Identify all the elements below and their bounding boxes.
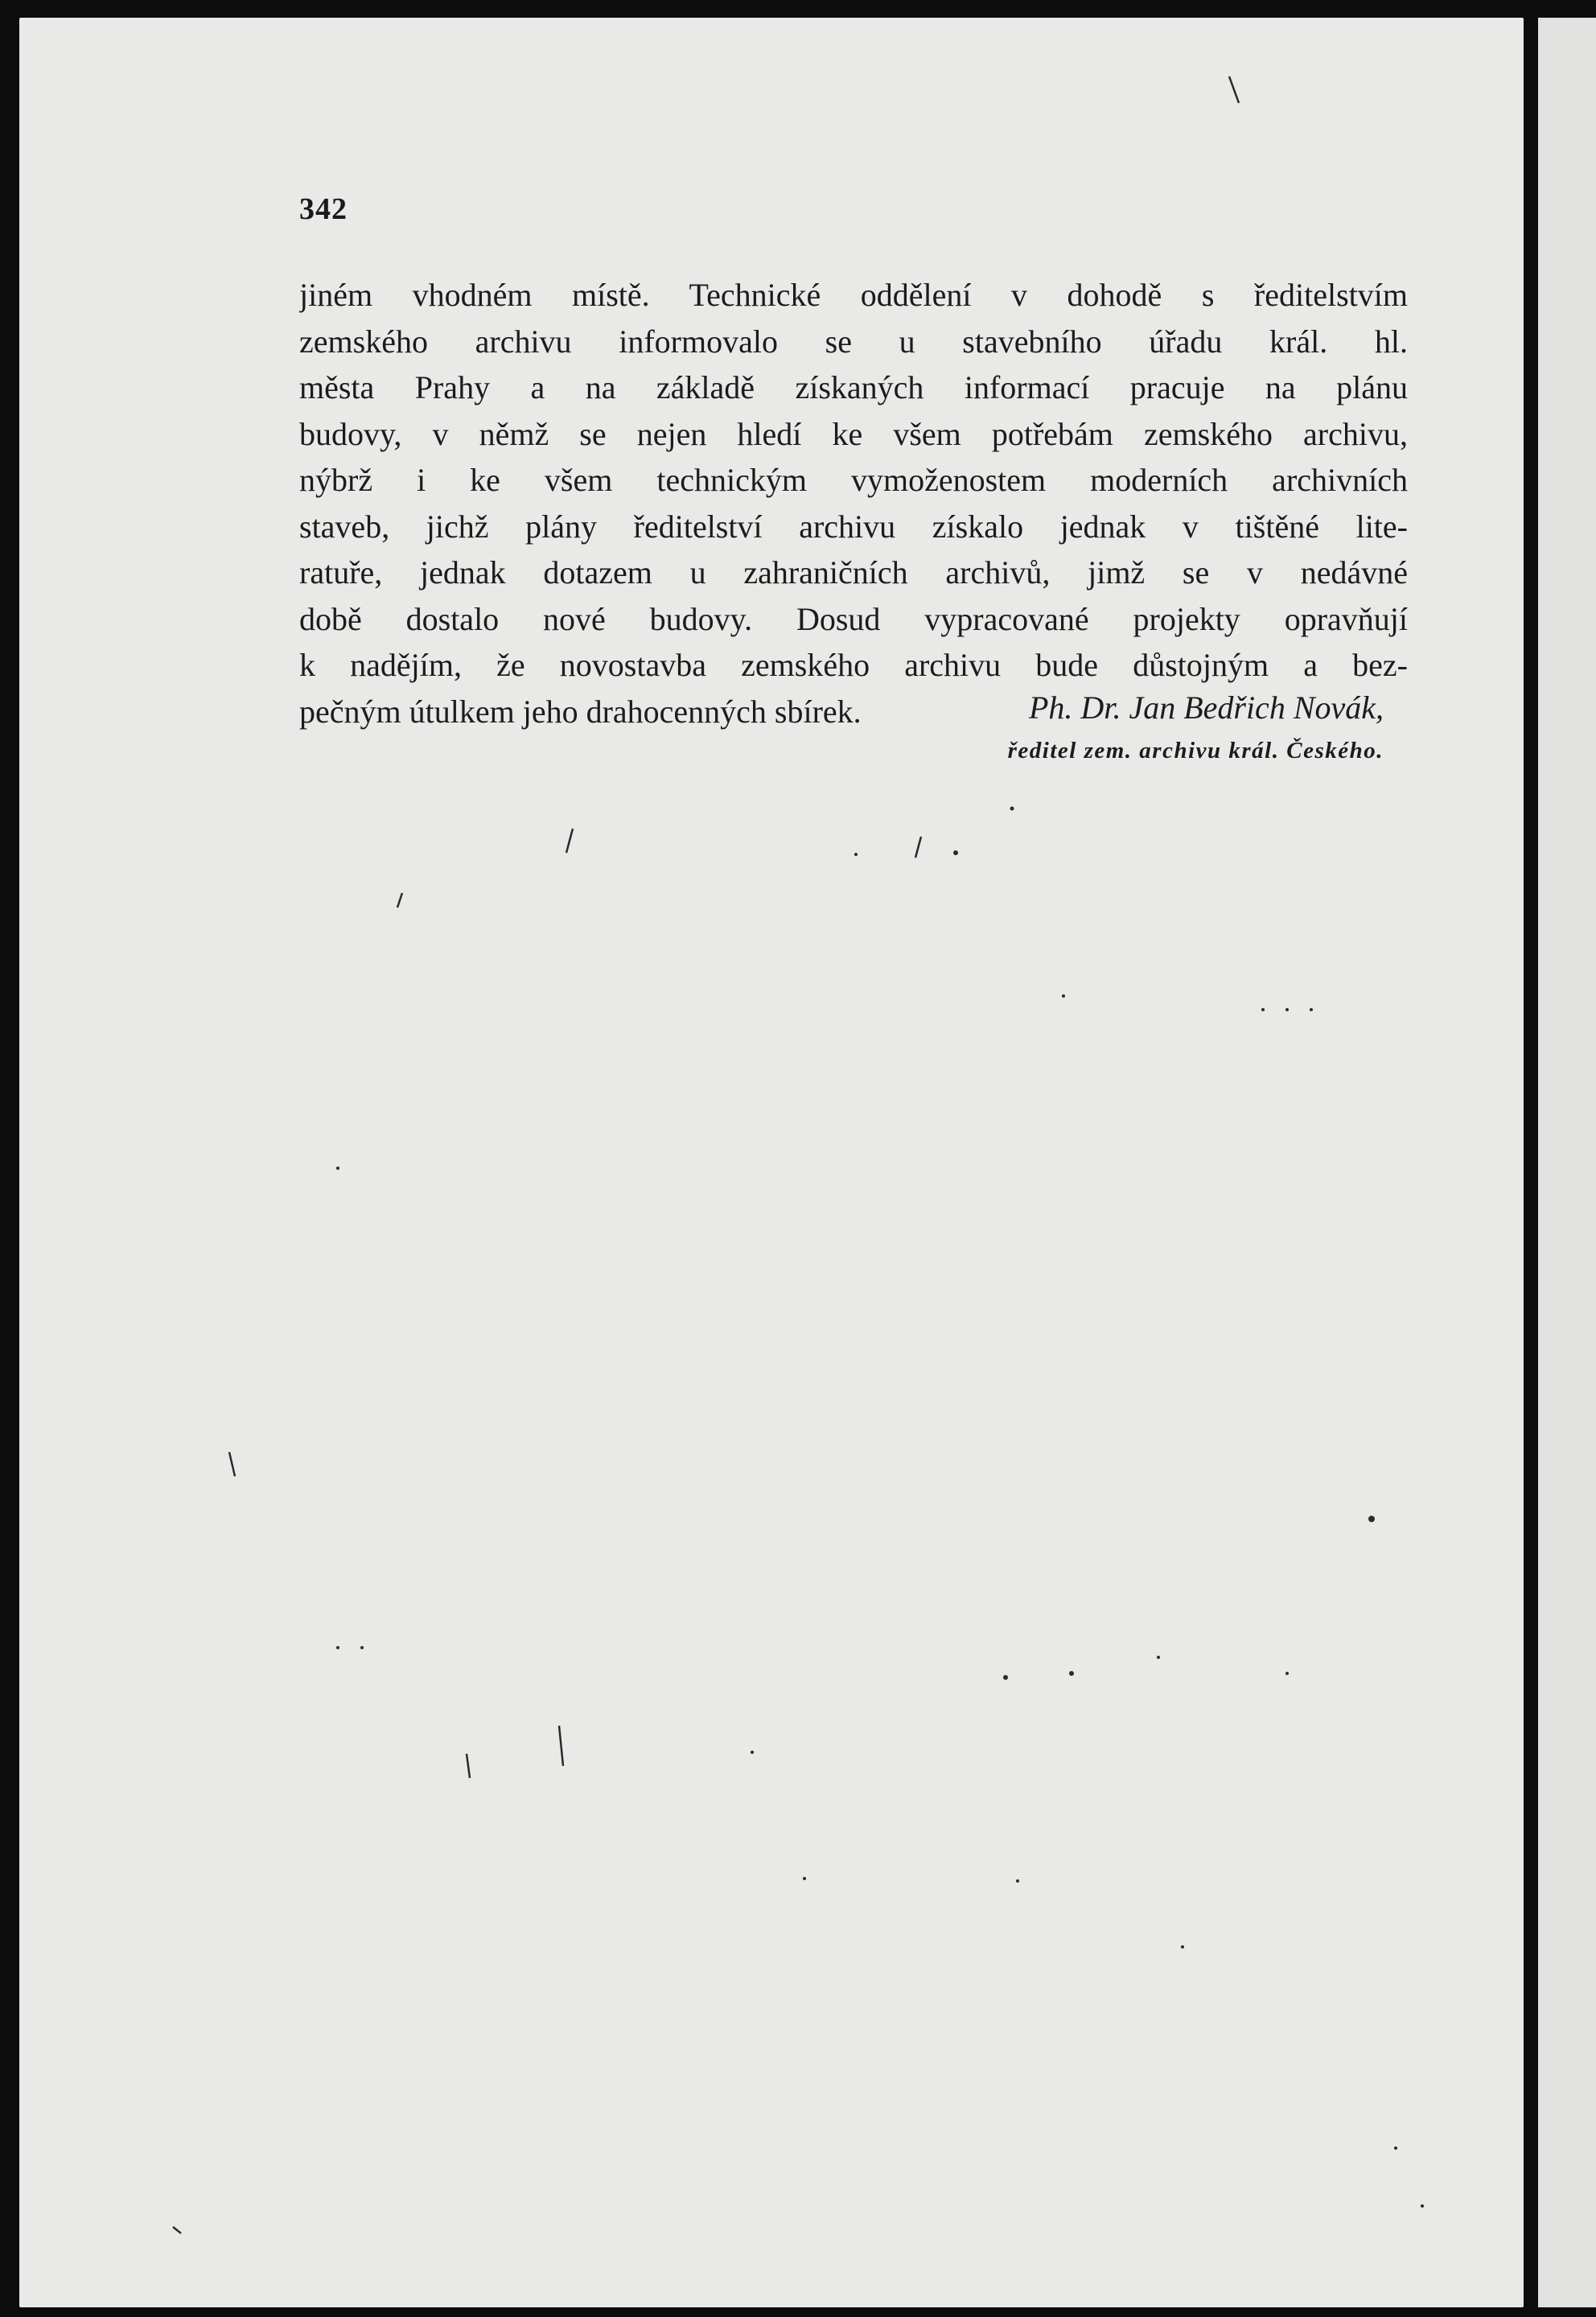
text-line: staveb, jichž plány ředitelství archivu získalo jednak v tištěné lite- bbox=[299, 508, 1408, 545]
text-line: města Prahy a na základě získaných informací pracuje na plánu bbox=[299, 369, 1408, 405]
author-name: Ph. Dr. Jan Bedřich Novák, bbox=[1028, 689, 1384, 726]
text-line: budovy, v němž se nejen hledí ke všem potřebám zemského archivu, bbox=[299, 415, 1408, 452]
text-line: zemského archivu informovalo se u stavebního úřadu král. hl. bbox=[299, 323, 1408, 360]
body-paragraph bbox=[299, 272, 1408, 735]
text-line: pečným útulkem jeho drahocenných sbírek. bbox=[299, 693, 862, 730]
text-line: nýbrž i ke všem technickým vymoženostem moderních archivních bbox=[299, 462, 1408, 498]
adjacent-page-edge bbox=[1538, 18, 1596, 2307]
author-role: ředitel zem. archivu král. Českého. bbox=[1007, 738, 1384, 763]
text-line: jiném vhodném místě. Technické oddělení v dohodě s ředitelstvím bbox=[299, 277, 1408, 313]
text-line: době dostalo nové budovy. Dosud vypracované projekty opravňují bbox=[299, 600, 1408, 637]
text-line: ratuře, jednak dotazem u zahraničních archivů, jimž se v nedávné bbox=[299, 554, 1408, 591]
signature-block bbox=[869, 687, 1384, 769]
text-line: k nadějím, že novostavba zemského archivu bude důstojným a bez- bbox=[299, 647, 1408, 683]
page-number: 342 bbox=[299, 192, 348, 226]
